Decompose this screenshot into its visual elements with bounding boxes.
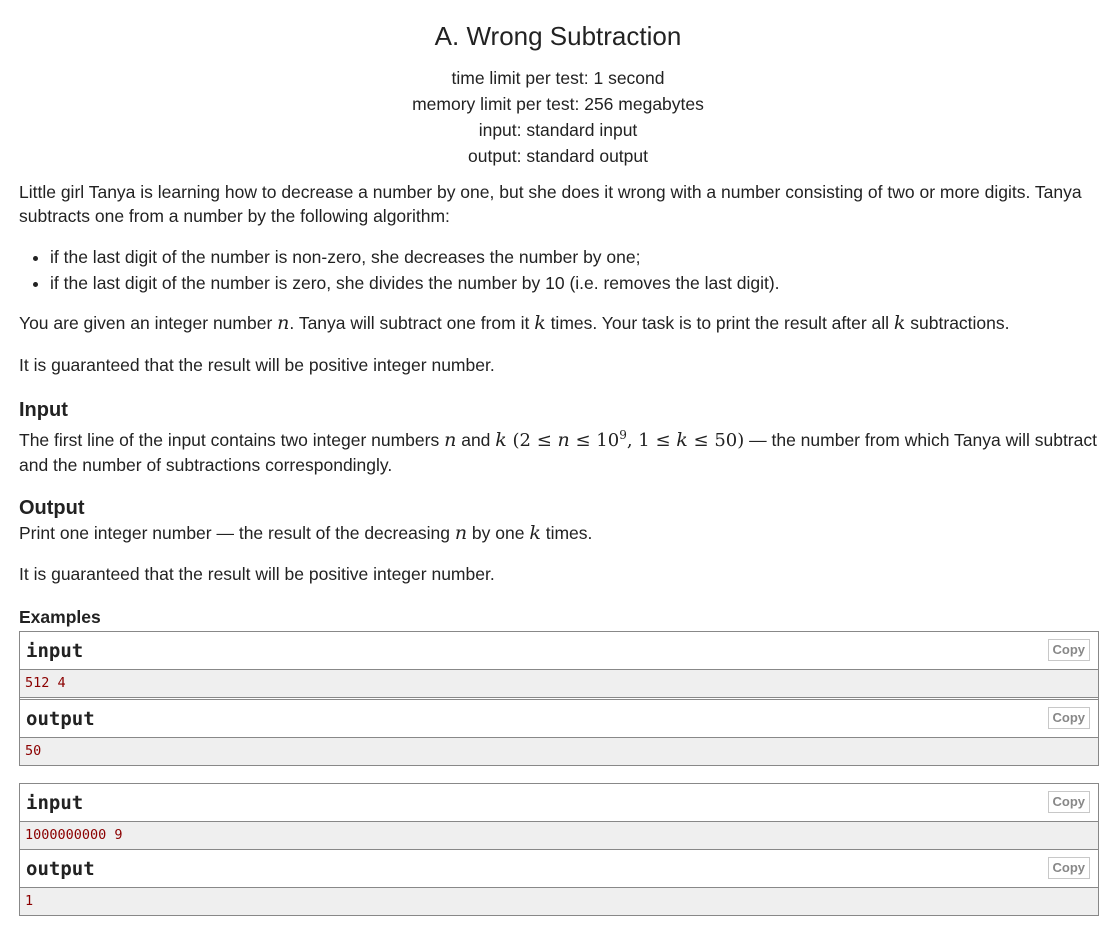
example-output-header [20, 850, 1098, 888]
math-text: (2 ≤ [506, 429, 558, 451]
copy-input-button[interactable]: Copy [1048, 791, 1091, 813]
output-specification [19, 495, 1098, 586]
algorithm-list [19, 244, 1098, 296]
math-var-n: n [557, 428, 570, 451]
text-span: by one [467, 522, 530, 543]
algorithm-step: • if the last digit of the number is non-zero, she decreases the number by one; [50, 244, 1098, 270]
example-1 [19, 631, 1099, 766]
copy-output-button[interactable]: Copy [1048, 707, 1091, 729]
examples-title: Examples [19, 606, 101, 627]
legend [19, 180, 1098, 377]
math-text: , 1 ≤ [626, 429, 677, 451]
example-input-value: 512 4 [20, 670, 1098, 698]
math-var-k: k [893, 312, 906, 334]
memory-limit: memory limit per test: 256 megabytes [412, 94, 704, 114]
math-var-k: k [534, 312, 546, 334]
algorithm-step: • if the last digit of the number is zero, she divides the number by 10 (i.e. removes the last digit). [50, 270, 1098, 296]
input-file: input: standard input [478, 120, 638, 140]
text-span: . Tanya will subtract one from it [289, 313, 535, 333]
text-span: You are given an integer number [19, 313, 278, 333]
math-var-k: k [529, 521, 541, 544]
problem-header [0, 0, 1116, 169]
output-label: output [26, 857, 95, 880]
example-2 [19, 783, 1099, 916]
text-span: The first line of the input contains two integer numbers [19, 429, 445, 450]
output-label: output [26, 707, 95, 730]
output-section-title: Output [19, 496, 85, 519]
text-span: and [456, 429, 496, 450]
text-span: Print one integer number — the result of the decreasing [19, 522, 455, 543]
input-label: input [26, 791, 84, 814]
example-output-header [20, 699, 1098, 738]
copy-output-button[interactable]: Copy [1048, 857, 1091, 879]
input-section-title: Input [19, 399, 68, 421]
output-spec-text [19, 521, 1098, 545]
example-input-header [20, 784, 1098, 822]
text-span: times. [540, 522, 593, 543]
output-file: output: standard output [468, 146, 648, 166]
math-var-n: n [444, 428, 457, 451]
input-spec-text [19, 423, 1098, 477]
copy-input-button[interactable]: Copy [1048, 639, 1091, 661]
problem-body [19, 180, 1098, 916]
time-limit: time limit per test: 1 second [451, 68, 665, 88]
text-span: subtractions. [905, 313, 1010, 333]
math-var-n: n [454, 521, 468, 544]
math-text: ≤ 10 [569, 429, 620, 451]
math-exponent: 9 [619, 428, 627, 442]
example-input-header [20, 632, 1098, 670]
math-text: ≤ 50) [687, 429, 745, 451]
output-spec-note: It is guaranteed that the result will be positive integer number. [19, 563, 495, 584]
legend-paragraph-3: It is guaranteed that the result will be positive integer number. [19, 355, 495, 375]
example-input-value: 1000000000 9 [20, 822, 1098, 850]
examples-section [19, 605, 1098, 916]
text-span: times. Your task is to print the result after all [545, 313, 894, 333]
problem-title: A. Wrong Subtraction [434, 21, 682, 51]
math-var-k: k [495, 428, 507, 451]
math-var-n: n [277, 312, 290, 334]
legend-paragraph-2 [19, 311, 1098, 335]
input-specification [19, 397, 1098, 477]
example-output-value: 50 [20, 738, 1098, 765]
example-output-value: 1 [20, 888, 1098, 915]
legend-paragraph-1: Little girl Tanya is learning how to decrease a number by one, but she does it wrong with a number consisting of two or more digits. Tanya subtracts one from a number by the following algorithm: [19, 182, 1082, 226]
math-var-k: k [676, 428, 688, 451]
input-label: input [26, 639, 84, 662]
text-span: — the number from which Tanya will subtract and the number of subtractions correspondingly. [19, 429, 1097, 475]
